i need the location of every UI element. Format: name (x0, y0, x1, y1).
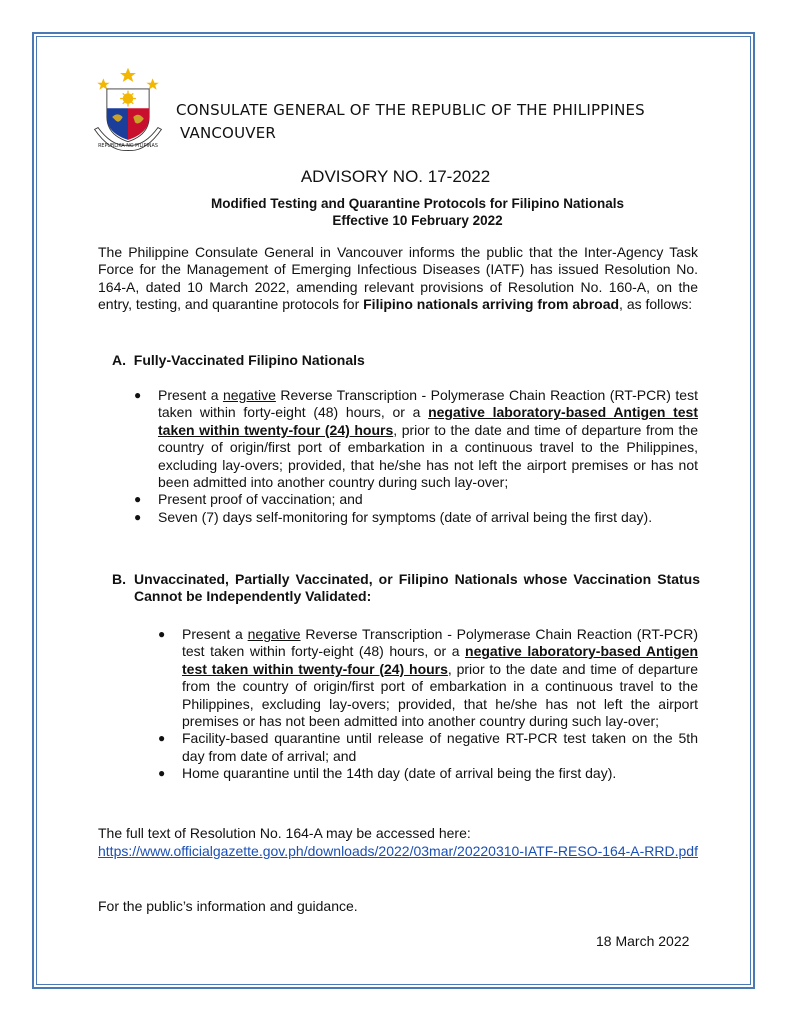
intro-paragraph (98, 244, 698, 314)
resolution-link[interactable]: https://www.officialgazette.gov.ph/downloads/2022/03mar/20220310-IATF-RESO-164-A-RRD.pdf (98, 843, 698, 859)
document-date: 18 March 2022 (596, 933, 690, 949)
consulate-name: CONSULATE GENERAL OF THE REPUBLIC OF THE PHILIPPINES (176, 101, 645, 119)
advisory-title: ADVISORY NO. 17-2022 (300, 167, 491, 186)
bullet-icon: ● (158, 731, 166, 746)
advisory-subtitle (0, 195, 791, 229)
list-item: ● Home quarantine until the 14th day (date of arrival being the first day). (158, 765, 617, 782)
section-a-heading (112, 352, 365, 369)
bullet-icon: ● (134, 509, 142, 524)
section-b-title: Unvaccinated, Partially Vaccinated, or Filipino Nationals whose Vaccination Status Cannot be Independently Validated: (134, 571, 700, 605)
bullet-icon: ● (134, 388, 142, 402)
list-item: ● Present proof of vaccination; and (134, 491, 363, 508)
bullet-icon: ● (158, 627, 166, 641)
section-b-letter: B. (112, 571, 126, 587)
resolution-text: The full text of Resolution No. 164-A may be accessed here: (98, 825, 471, 841)
philippine-seal-icon (84, 66, 172, 154)
svg-text:REPUBLIKA NG PILIPINAS: REPUBLIKA NG PILIPINAS (98, 143, 158, 149)
section-a-letter: A. (112, 352, 126, 368)
intro-bold: Filipino nationals arriving from abroad (363, 296, 620, 313)
list-item: ● Seven (7) days self-monitoring for symptoms (date of arrival being the first day). (134, 508, 653, 525)
list-item: ● Present a negative Reverse Transcription - Polymerase Chain Reaction (RT-PCR) test taken within forty-eight (48) hours, or a negative laboratory-based Antigen test taken within twenty-four (24) hours, prior to the date and time of departure from the country of origin/first port of embarkation in a continuous travel to the Philippines, excluding lay-overs; provided, that he/she has not left the airport premises or has not been admitted into another country during such lay-over; (134, 387, 698, 491)
bullet-icon: ● (134, 492, 142, 507)
section-a-list (134, 387, 698, 526)
intro-tail: , as follows: (619, 296, 693, 313)
list-item: ● Facility-based quarantine until release of negative RT-PCR test taken on the 5th day from date of arrival; and (158, 730, 698, 764)
list-item: ● Present a negative Reverse Transcription - Polymerase Chain Reaction (RT-PCR) test taken within forty-eight (48) hours, or a negative laboratory-based Antigen test taken within twenty-four (24) hours, prior to the date and time of departure from the country of origin/first port of embarkation in a continuous travel to the Philippines, excluding lay-overs; provided, that he/she has not left the airport premises or has not been admitted into another country during such lay-over; (158, 626, 699, 730)
subtitle-line-1: Modified Testing and Quarantine Protocols for Filipino Nationals (210, 196, 624, 211)
bullet-icon: ● (158, 766, 166, 781)
subtitle-line-2: Effective 10 February 2022 (332, 213, 503, 228)
section-b-heading (112, 571, 700, 606)
intro-text: The Philippine Consulate General in Vancouver informs the public that the Inter-Agency Task Force for the Management of Emerging Infectious Diseases (IATF) has issued Resolution No. 164-A, dated 10 March 2022, amending relevant provisions of Resolution No. 160-A, on the entry, testing, and quarantine protocols for (98, 244, 698, 313)
consulate-city: VANCOUVER (180, 124, 277, 142)
closing-text: For the public’s information and guidance. (98, 898, 358, 914)
section-a-title: Fully-Vaccinated Filipino Nationals (133, 352, 365, 368)
section-b-list (158, 626, 699, 783)
